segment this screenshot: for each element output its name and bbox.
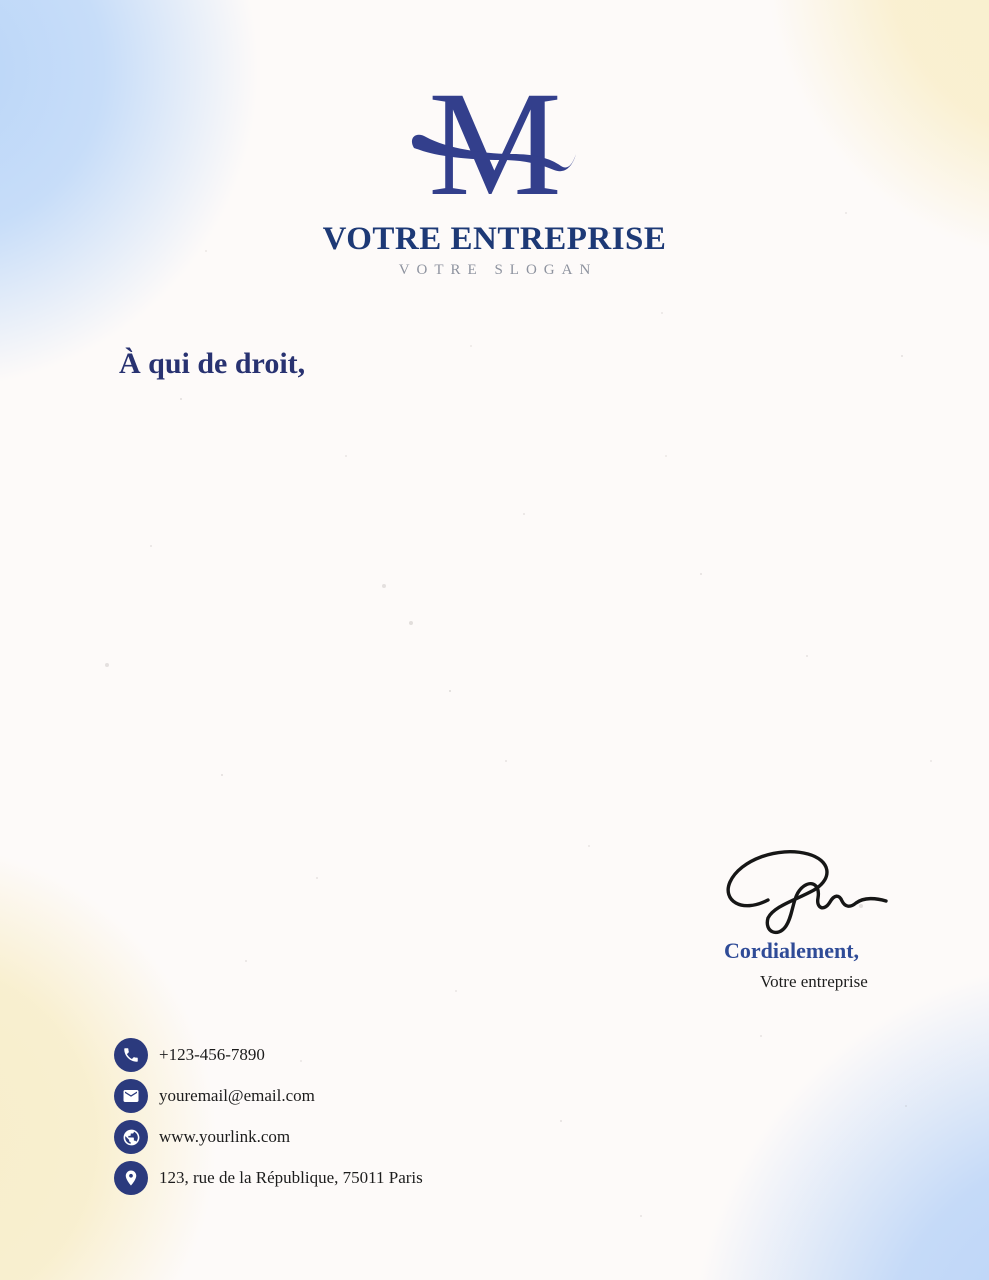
letter-signer-name: Votre entreprise [760, 972, 868, 991]
company-slogan: VOTRE SLOGAN [398, 262, 598, 278]
contact-email-text: youremail@email.com [159, 1086, 315, 1105]
email-icon [114, 1079, 148, 1113]
contact-row-website [114, 1120, 423, 1154]
company-name: VOTRE ENTREPRISE [322, 221, 667, 257]
company-monogram-logo [400, 86, 590, 212]
letter-closing: Cordialement, [724, 938, 860, 963]
monogram-letter: M [427, 86, 562, 212]
contact-row-address [114, 1161, 423, 1195]
phone-icon [114, 1038, 148, 1072]
contact-info-list [114, 1038, 423, 1195]
contact-address-text: 123, rue de la République, 75011 Paris [159, 1168, 423, 1187]
globe-icon [114, 1120, 148, 1154]
paper-speckle-texture [0, 0, 2, 2]
contact-website-text: www.yourlink.com [159, 1127, 291, 1146]
contact-row-phone [114, 1038, 423, 1072]
contact-phone-text: +123-456-7890 [159, 1045, 265, 1064]
handwritten-signature [716, 842, 891, 940]
location-icon [114, 1161, 148, 1195]
letter-greeting: À qui de droit, [119, 347, 306, 380]
contact-row-email [114, 1079, 423, 1113]
